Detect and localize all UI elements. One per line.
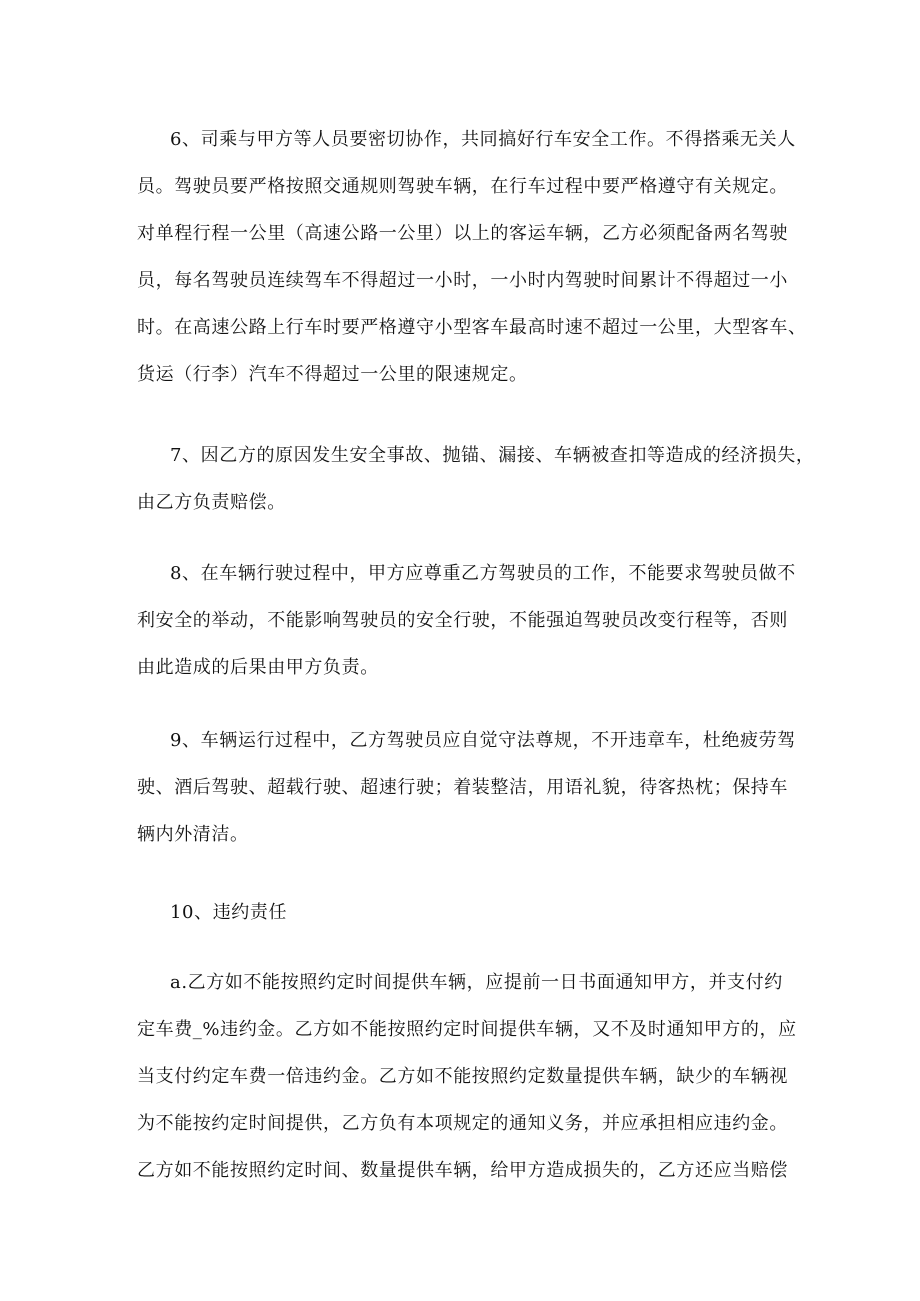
text-line: 员。驾驶员要严格按照交通规则驾驶车辆，在行车过程中要严格遵守有关规定。 — [137, 176, 788, 197]
text-line: 员，每名驾驶员连续驾车不得超过一小时，一小时内驾驶时间累计不得超过一小 — [137, 270, 788, 291]
text-line: 时。在高速公路上行车时要严格遵守小型客车最高时速不超过一公里，大型客车、 — [137, 317, 807, 338]
text-line: 辆内外清洁。 — [137, 824, 249, 845]
text-line: 货运（行李）汽车不得超过一公里的限速规定。 — [137, 364, 528, 385]
text-line: 为不能按约定时间提供，乙方负有本项规定的通知义务，并应承担相应违约金。 — [137, 1113, 788, 1134]
text-line: 对单程行程一公里（高速公路一公里）以上的客运车辆，乙方必须配备两名驾驶 — [137, 223, 788, 244]
text-line: 利安全的举动，不能影响驾驶员的安全行驶，不能强迫驾驶员改变行程等，否则 — [137, 610, 788, 631]
text-line: 由乙方负责赔偿。 — [137, 492, 286, 513]
section-heading: 10、违约责任 — [170, 902, 288, 923]
text-line: 当支付约定车费一倍违约金。乙方如不能按照约定数量提供车辆，缺少的车辆视 — [137, 1066, 788, 1087]
text-line: 7、因乙方的原因发生安全事故、抛锚、漏接、车辆被查扣等造成的经济损失， — [170, 445, 815, 466]
text-line: 6、司乘与甲方等人员要密切协作，共同搞好行车安全工作。不得搭乘无关人 — [170, 129, 796, 150]
text-line: a.乙方如不能按照约定时间提供车辆，应提前一日书面通知甲方，并支付约 — [170, 972, 783, 993]
text-line: 乙方如不能按照约定时间、数量提供车辆，给甲方造成损失的，乙方还应当赔偿 — [137, 1160, 788, 1181]
text-line: 由此造成的后果由甲方负责。 — [137, 657, 379, 678]
text-line: 9、车辆运行过程中，乙方驾驶员应自觉守法尊规，不开违章车，杜绝疲劳驾 — [170, 730, 796, 751]
text-line: 驶、酒后驾驶、超载行驶、超速行驶；着装整洁，用语礼貌，待客热枕；保持车 — [137, 777, 788, 798]
text-line: 定车费_%违约金。乙方如不能按照约定时间提供车辆，又不及时通知甲方的，应 — [137, 1019, 797, 1040]
text-line: 8、在车辆行驶过程中，甲方应尊重乙方驾驶员的工作，不能要求驾驶员做不 — [170, 563, 796, 584]
